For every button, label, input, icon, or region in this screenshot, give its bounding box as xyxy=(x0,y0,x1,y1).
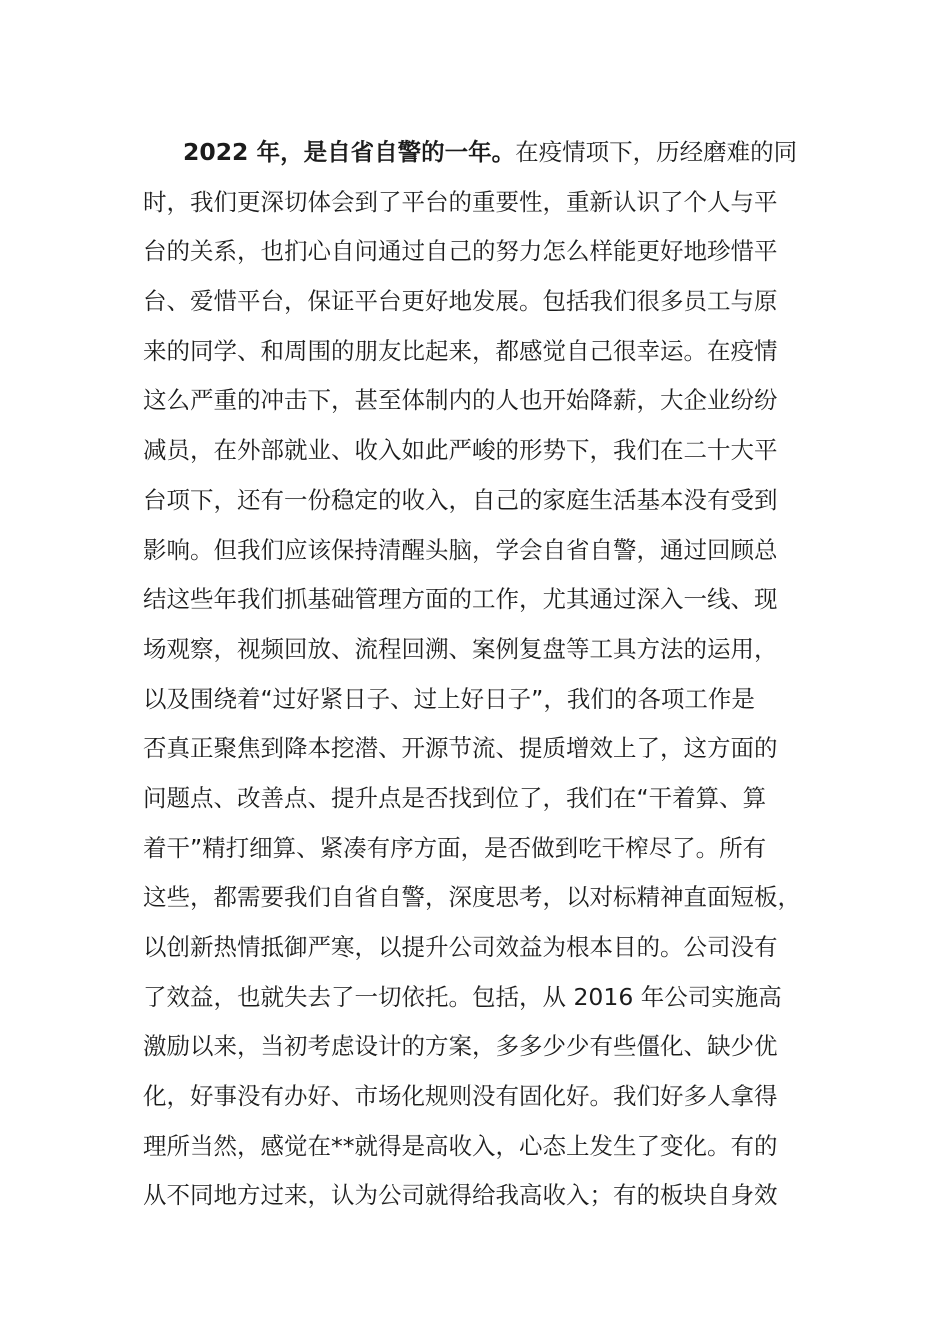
lead-sentence: 2022 年，是自省自警的一年。 xyxy=(183,138,516,166)
paragraph-line-3: 台的关系，也扪心自问通过自己的努力怎么样能更好地珍惜平 xyxy=(143,237,778,266)
paragraph-line-1 xyxy=(143,128,823,178)
paragraph-line-21: 理所当然，感觉在**就得是高收入，心态上发生了变化。有的 xyxy=(143,1131,778,1160)
paragraph-line-9: 影响。但我们应该保持清醒头脑，学会自省自警，通过回顾总 xyxy=(143,535,778,564)
paragraph-line-15: 着干”精打细算、紧凑有序方面，是否做到吃干榨尽了。所有 xyxy=(143,833,767,862)
paragraph-line-8: 台项下，还有一份稳定的收入，自己的家庭生活基本没有受到 xyxy=(143,485,778,514)
paragraph-line-20: 化，好事没有办好、市场化规则没有固化好。我们好多人拿得 xyxy=(143,1082,778,1111)
paragraph-line-5: 来的同学、和周围的朋友比起来，都感觉自己很幸运。在疫情 xyxy=(143,336,778,365)
paragraph-line-18: 了效益，也就失去了一切依托。包括，从 2016 年公司实施高 xyxy=(143,982,782,1011)
paragraph-line-19: 激励以来，当初考虑设计的方案，多多少少有些僵化、缺少优 xyxy=(143,1032,778,1061)
paragraph-line-6: 这么严重的冲击下，甚至体制内的人也开始降薪，大企业纷纷 xyxy=(143,386,778,415)
paragraph-line-16: 这些，都需要我们自省自警，深度思考，以对标精神直面短板， xyxy=(143,883,801,912)
paragraph-line-14: 问题点、改善点、提升点是否找到位了，我们在“干着算、算 xyxy=(143,783,767,812)
line-1-continuation: 在疫情项下，历经磨难的同 xyxy=(515,138,798,166)
paragraph-line-11: 场观察，视频回放、流程回溯、案例复盘等工具方法的运用， xyxy=(143,634,778,663)
paragraph-line-4: 台、爱惜平台，保证平台更好地发展。包括我们很多员工与原 xyxy=(143,287,778,316)
paragraph-line-12: 以及围绕着“过好紧日子、过上好日子”，我们的各项工作是 xyxy=(143,684,755,713)
paragraph-line-7: 减员，在外部就业、收入如此严峻的形势下，我们在二十大平 xyxy=(143,436,778,465)
paragraph-line-13: 否真正聚焦到降本挖潜、开源节流、提质增效上了，这方面的 xyxy=(143,734,778,763)
paragraph-line-22: 从不同地方过来，认为公司就得给我高收入；有的板块自身效 xyxy=(143,1181,778,1210)
paragraph-line-2: 时，我们更深切体会到了平台的重要性，重新认识了个人与平 xyxy=(143,187,778,216)
paragraph-line-10: 结这些年我们抓基础管理方面的工作，尤其通过深入一线、现 xyxy=(143,585,778,614)
paragraph-line-17: 以创新热情抵御严寒，以提升公司效益为根本目的。公司没有 xyxy=(143,933,778,961)
body-paragraph xyxy=(143,128,823,1221)
